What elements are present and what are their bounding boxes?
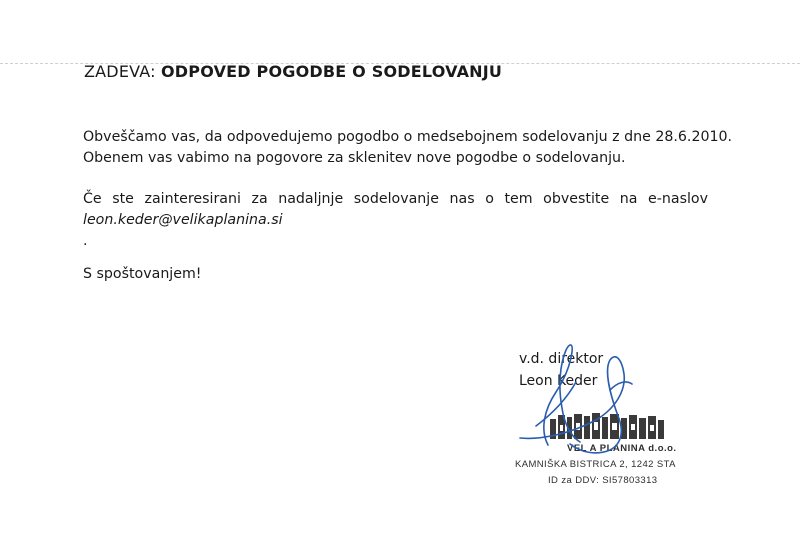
signatory-role: v.d. direktor [519, 351, 604, 367]
contact-email: leon.keder@velikaplanina.si [83, 212, 283, 228]
paragraph2-line1: Če ste zainteresirani za nadaljnje sodelovanje nas o tem obvestite na e-naslov [83, 191, 708, 207]
paragraph-contact [83, 189, 713, 252]
email-trailing-period: . [83, 233, 88, 249]
paragraph1-line1: Obveščamo vas, da odpovedujemo pogodbo o medsebojnem sodelovanju z dne 28.6.2010. [83, 129, 733, 145]
paragraph2-line2 [83, 210, 713, 252]
stamp-company-name: VEL A PLANINA d.o.o. [567, 443, 677, 454]
subject-prefix: ZADEVA: [84, 62, 161, 81]
subject-title: ODPOVED POGODBE O SODELOVANJU [161, 62, 503, 81]
paragraph-termination [83, 127, 733, 169]
paragraph1-line2: Obenem vas vabimo na pogovore za sklenitev nove pogodbe o sodelovanju. [83, 150, 626, 166]
closing-greeting: S spoštovanjem! [83, 266, 202, 282]
signatory-name: Leon Keder [519, 373, 598, 389]
stamp-address: KAMNIŠKA BISTRICA 2, 1242 STA [515, 459, 676, 470]
subject-line [84, 62, 502, 81]
stamp-vat-id: ID za DDV: SI57803313 [548, 475, 658, 486]
handwritten-signature [500, 330, 650, 460]
